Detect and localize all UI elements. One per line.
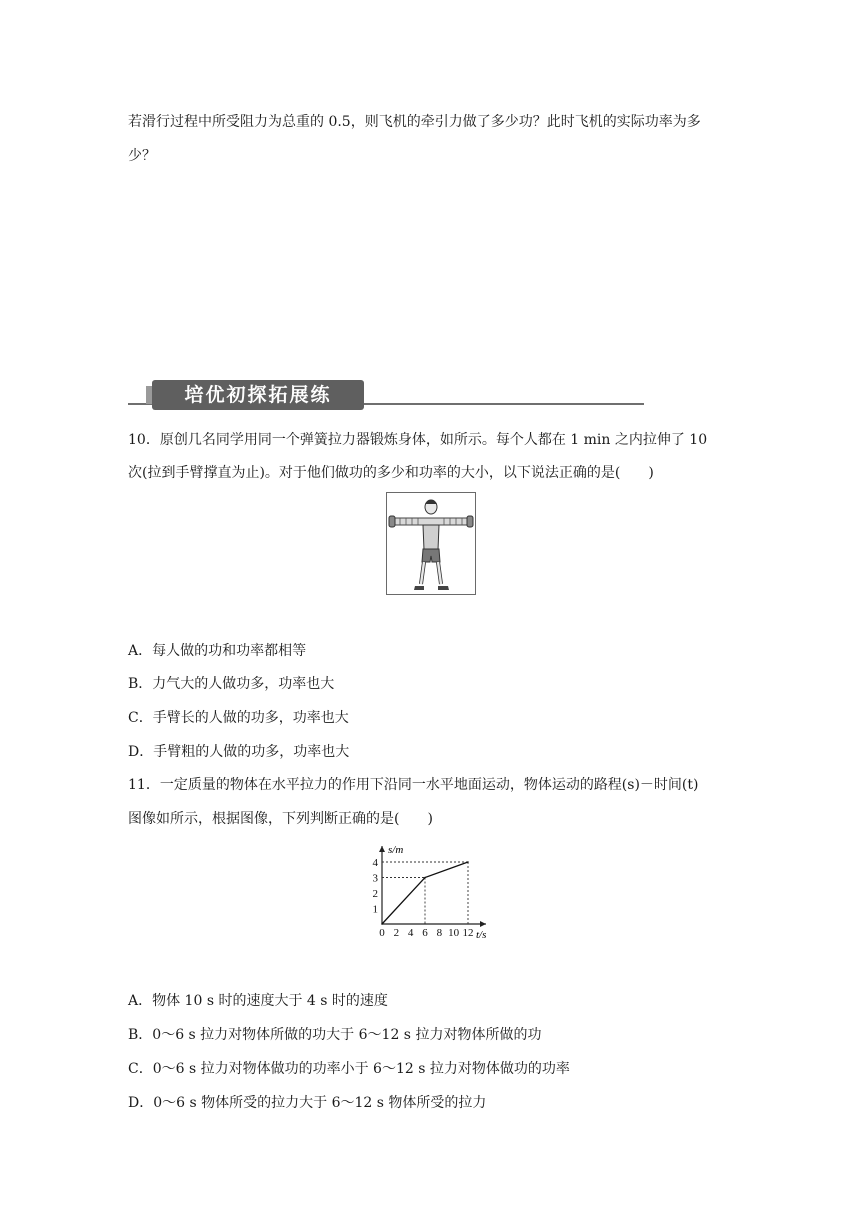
x-axis-label: t/s bbox=[476, 929, 487, 941]
y-tick-label: 4 bbox=[372, 857, 378, 869]
x-tick-label: 4 bbox=[407, 927, 414, 939]
q11-stem-line-2: 图像如所示，根据图像，下列判断正确的是( ) bbox=[128, 811, 433, 827]
y-axis-arrow bbox=[379, 846, 385, 852]
q10-option-d: D．手臂粗的人做的功多，功率也大 bbox=[128, 744, 350, 760]
q11-option-c: C．0～6 s 拉力对物体做功的功率小于 6～12 s 拉力对物体做功的功率 bbox=[128, 1061, 570, 1077]
x-tick-label: 2 bbox=[393, 927, 400, 939]
data-point bbox=[424, 877, 426, 879]
intro-line-2: 少？ bbox=[128, 148, 156, 164]
q10-option-c: C．手臂长的人做的功多，功率也大 bbox=[128, 710, 349, 726]
q11-option-d: D．0～6 s 物体所受的拉力大于 6～12 s 物体所受的拉力 bbox=[128, 1095, 487, 1111]
q11-stem-line-1: 11．一定质量的物体在水平拉力的作用下沿同一水平地面运动，物体运动的路程(s)－时间(t) bbox=[128, 777, 699, 793]
q10-stem-line-1: 10．原创几名同学用同一个弹簧拉力器锻炼身体，如所示。每个人都在 1 min 之内拉伸了 10 bbox=[128, 432, 708, 448]
data-point bbox=[467, 861, 469, 863]
q11-option-a: A．物体 10 s 时的速度大于 4 s 时的速度 bbox=[128, 993, 388, 1009]
q10-option-a: A．每人做的功和功率都相等 bbox=[128, 643, 307, 659]
x-tick-label: 6 bbox=[422, 927, 428, 939]
x-tick-label: 12 bbox=[462, 927, 474, 939]
y-tick-label: 3 bbox=[372, 872, 378, 885]
x-tick-label: 0 bbox=[379, 927, 385, 939]
section-title: 培优初探拓展练 bbox=[152, 380, 364, 410]
y-tick-label: 1 bbox=[372, 903, 378, 916]
x-tick-label: 10 bbox=[448, 927, 460, 939]
intro-line-1: 若滑行过程中所受阻力为总重的 0.5，则飞机的牵引力做了多少功？此时飞机的实际功率为多 bbox=[128, 114, 701, 130]
x-tick-label: 8 bbox=[436, 927, 443, 939]
y-tick-label: 2 bbox=[372, 888, 378, 900]
q11-option-b: B．0～6 s 拉力对物体所做的功大于 6～12 s 拉力对物体所做的功 bbox=[128, 1027, 542, 1043]
st-graph bbox=[364, 842, 496, 948]
x-axis-arrow bbox=[480, 921, 486, 927]
data-point bbox=[381, 923, 383, 925]
section-banner bbox=[128, 380, 644, 410]
q10-option-b: B．力气大的人做功多，功率也大 bbox=[128, 676, 335, 692]
exerciser-figure bbox=[386, 492, 476, 599]
y-axis-label: s/m bbox=[388, 844, 404, 856]
q10-stem-line-2: 次(拉到手臂撑直为止)。对于他们做功的多少和功率的大小，以下说法正确的是( ) bbox=[128, 465, 654, 481]
